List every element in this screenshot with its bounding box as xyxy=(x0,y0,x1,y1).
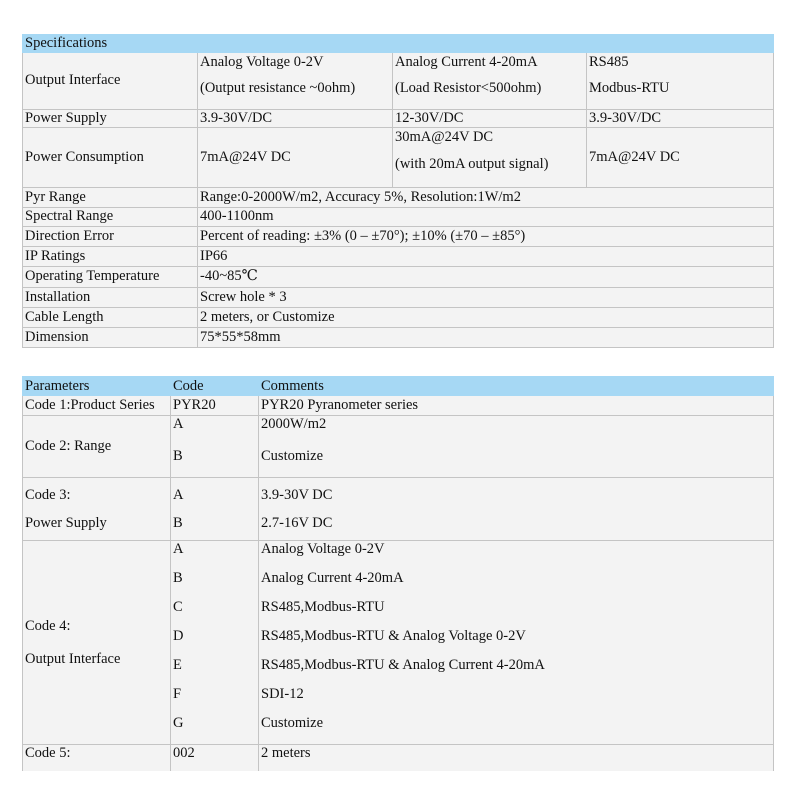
spec-cell-analog-current xyxy=(393,52,587,109)
spec-value: 3.9-30V/DC xyxy=(198,109,393,127)
param-comment: Customize xyxy=(259,436,774,478)
param-comment: Customize xyxy=(261,715,324,731)
param-label: Code 1:Product Series xyxy=(23,396,171,416)
spec-row-output-interface xyxy=(23,52,774,109)
param-code: A xyxy=(173,487,184,504)
spec-line: Analog Current 4-20mA xyxy=(395,53,538,70)
param-label-line: Code 3: xyxy=(25,487,71,504)
spec-label: Installation xyxy=(23,287,198,307)
param-comment: 3.9-30V DC xyxy=(261,487,333,504)
spec-label: Cable Length xyxy=(23,307,198,327)
spec-row xyxy=(23,287,774,307)
param-code: PYR20 xyxy=(171,396,259,416)
spec-line: (Load Resistor<500ohm) xyxy=(395,79,542,96)
parameters-table xyxy=(22,376,774,771)
param-comment: 2.7-16V DC xyxy=(261,515,333,532)
spec-label: Power Supply xyxy=(23,109,198,127)
spec-row-power-consumption xyxy=(23,127,774,187)
spec-value: 400-1100nm xyxy=(198,207,774,226)
spec-label: Output Interface xyxy=(23,52,198,109)
spec-line: 30mA@24V DC xyxy=(395,128,494,145)
param-header-parameters: Parameters xyxy=(23,377,171,396)
param-comment: Analog Voltage 0-2V xyxy=(261,541,385,557)
spec-row xyxy=(23,327,774,347)
spec-value: IP66 xyxy=(198,246,774,266)
spec-row xyxy=(23,246,774,266)
spec-label: Spectral Range xyxy=(23,207,198,226)
spec-row xyxy=(23,187,774,207)
param-header-code: Code xyxy=(171,377,259,396)
param-header-comments: Comments xyxy=(259,377,774,396)
param-code: 002 xyxy=(171,745,259,771)
param-comment: 2 meters xyxy=(259,745,774,771)
param-row-code3 xyxy=(23,478,774,541)
spec-value: 12-30V/DC xyxy=(393,109,587,127)
spec-value: 2 meters, or Customize xyxy=(198,307,774,327)
param-comment: RS485,Modbus-RTU & Analog Voltage 0-2V xyxy=(261,628,526,644)
spec-label: Operating Temperature xyxy=(23,266,198,287)
spec-line: (Output resistance ~0ohm) xyxy=(200,79,356,96)
param-header-row xyxy=(23,377,774,396)
param-comment-multiline xyxy=(259,478,774,541)
param-label-multiline xyxy=(23,541,171,745)
spec-label: Dimension xyxy=(23,327,198,347)
param-label: Code 5: xyxy=(23,745,171,771)
spec-cell-analog-voltage xyxy=(198,52,393,109)
spec-row xyxy=(23,226,774,246)
spec-value: Percent of reading: ±3% (0 – ±70°); ±10% (±70 – ±85°) xyxy=(198,226,774,246)
spec-line: Analog Voltage 0-2V xyxy=(200,53,324,70)
param-comment: 2000W/m2 xyxy=(259,416,774,436)
param-code: B xyxy=(171,436,259,478)
specifications-table xyxy=(22,34,774,348)
spec-row xyxy=(23,207,774,226)
param-code-multiline xyxy=(171,478,259,541)
spec-row xyxy=(23,266,774,287)
spec-row-power-supply xyxy=(23,109,774,127)
spec-value: -40~85℃ xyxy=(198,266,774,287)
param-row-code1 xyxy=(23,396,774,416)
param-row-code5 xyxy=(23,745,774,771)
spec-value: 7mA@24V DC xyxy=(198,127,393,187)
param-comment: Analog Current 4-20mA xyxy=(261,570,404,586)
spec-label: Pyr Range xyxy=(23,187,198,207)
spec-row xyxy=(23,307,774,327)
param-code: E xyxy=(173,657,182,673)
param-comment: PYR20 Pyranometer series xyxy=(259,396,774,416)
param-row-code4 xyxy=(23,541,774,745)
spec-cell-rs485 xyxy=(587,52,774,109)
spec-value: 3.9-30V/DC xyxy=(587,109,774,127)
param-code: A xyxy=(173,541,184,557)
param-comment-list xyxy=(259,541,774,745)
spec-line: Modbus-RTU xyxy=(589,79,670,96)
spec-value: 75*55*58mm xyxy=(198,327,774,347)
param-label-line: Output Interface xyxy=(25,651,121,668)
param-code-list xyxy=(171,541,259,745)
param-code: G xyxy=(173,715,184,731)
spec-value: Range:0-2000W/m2, Accuracy 5%, Resolution:1W/m2 xyxy=(198,187,774,207)
param-code: A xyxy=(171,416,259,436)
spec-value: 7mA@24V DC xyxy=(587,127,774,187)
spec-label: Direction Error xyxy=(23,226,198,246)
param-code: B xyxy=(173,570,183,586)
spec-header: Specifications xyxy=(23,35,774,53)
param-code: B xyxy=(173,515,183,532)
param-label-line: Code 4: xyxy=(25,618,71,635)
param-comment: RS485,Modbus-RTU xyxy=(261,599,385,615)
spec-value: Screw hole * 3 xyxy=(198,287,774,307)
param-code: C xyxy=(173,599,183,615)
param-row-code2 xyxy=(23,416,774,436)
spec-line: (with 20mA output signal) xyxy=(395,155,549,172)
spec-line: RS485 xyxy=(589,53,629,70)
param-label: Code 2: Range xyxy=(23,416,171,478)
param-label-line: Power Supply xyxy=(25,515,107,532)
param-code: F xyxy=(173,686,182,702)
param-comment: SDI-12 xyxy=(261,686,304,702)
spec-label: IP Ratings xyxy=(23,246,198,266)
param-comment: RS485,Modbus-RTU & Analog Current 4-20mA xyxy=(261,657,545,673)
param-label-multiline xyxy=(23,478,171,541)
spec-header-row xyxy=(23,35,774,53)
spec-cell-current-consumption xyxy=(393,127,587,187)
param-code: D xyxy=(173,628,184,644)
spec-label: Power Consumption xyxy=(23,127,198,187)
